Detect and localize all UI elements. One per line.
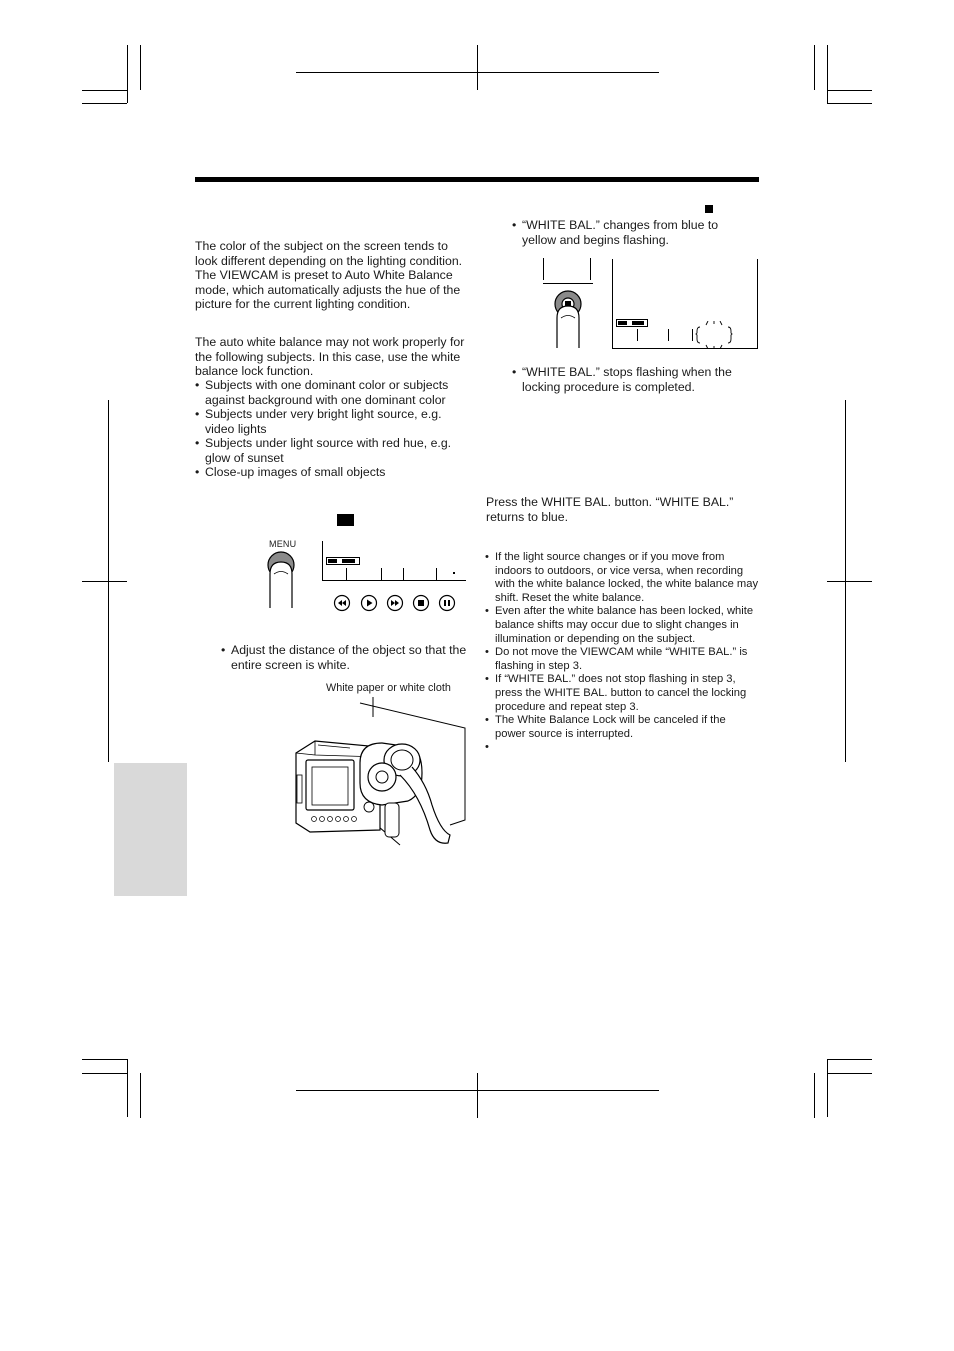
menu-label: MENU — [269, 539, 297, 549]
stops-note: • “WHITE BAL.” stops flashing when the locking procedure is completed. — [512, 365, 752, 394]
white-paper-caption: White paper or white cloth — [326, 682, 451, 694]
finger-icon — [557, 306, 579, 348]
transport-controls — [333, 594, 458, 612]
list-item: • Close-up images of small objects — [195, 465, 469, 480]
stop-square-icon — [705, 205, 713, 213]
play-icon — [362, 596, 377, 611]
viewfinder-screen-menu — [322, 541, 466, 581]
adjust-note: • Adjust the distance of the object so that the entire screen is white. — [221, 643, 471, 672]
mode-chip-icon — [337, 514, 354, 526]
white-bal-button-panel — [543, 258, 593, 284]
subjects-list — [195, 378, 469, 480]
list-item: • Do not move the VIEWCAM while “WHITE BAL.” is flashing in step 3. — [485, 646, 759, 673]
list-item: • Subjects with one dominant color or subjects against background with one dominant color — [195, 378, 469, 407]
list-item: • If “WHITE BAL.” does not stop flashing in step 3, press the WHITE BAL. button to cancel the locking procedure and repeat step 3. — [485, 673, 759, 714]
changes-note: • “WHITE BAL.” changes from blue to yellow and begins flashing. — [512, 218, 750, 247]
menu-button-figure — [262, 548, 302, 610]
list-item: • The White Balance Lock will be canceled if the power source is interrupted. — [485, 714, 759, 741]
cancel-paragraph: Press the WHITE BAL. button. “WHITE BAL.” returns to blue. — [486, 495, 734, 524]
fast-forward-icon — [388, 596, 403, 611]
battery-icon — [326, 557, 360, 565]
notes-list — [485, 551, 759, 754]
list-item — [485, 741, 759, 754]
list-item: • Even after the white balance has been locked, white balance shifts may occur due to slight changes in illumination or depending on the subject. — [485, 605, 759, 646]
list-item: • If the light source changes or if you move from indoors to outdoors, or vice versa, when recording with the white balance locked, the white balance may shift. Reset the white balance. — [485, 551, 759, 605]
battery-icon — [616, 319, 648, 327]
subjects-intro: The auto white balance may not work properly for the following subjects. In this case, use the white balance lock function. — [195, 335, 465, 378]
section-tab — [114, 763, 187, 896]
stop-icon — [414, 596, 429, 611]
list-item: • Subjects under very bright light source, e.g. video lights — [195, 407, 469, 436]
pause-icon — [440, 596, 455, 611]
white-bal-button-figure — [549, 288, 589, 350]
viewfinder-screen-white-bal — [612, 259, 759, 349]
header-rule — [195, 177, 759, 182]
intro-paragraph: The color of the subject on the screen tends to look different depending on the lighting condition. The VIEWCAM is preset to Auto White Balance mode, which automatically adjusts the hue of the picture for the current lighting condition. — [195, 239, 463, 311]
rewind-icon — [335, 596, 350, 611]
camcorder-illustration — [290, 695, 470, 850]
list-item: • Subjects under light source with red hue, e.g. glow of sunset — [195, 436, 469, 465]
flashing-indicator-icon — [694, 321, 734, 349]
